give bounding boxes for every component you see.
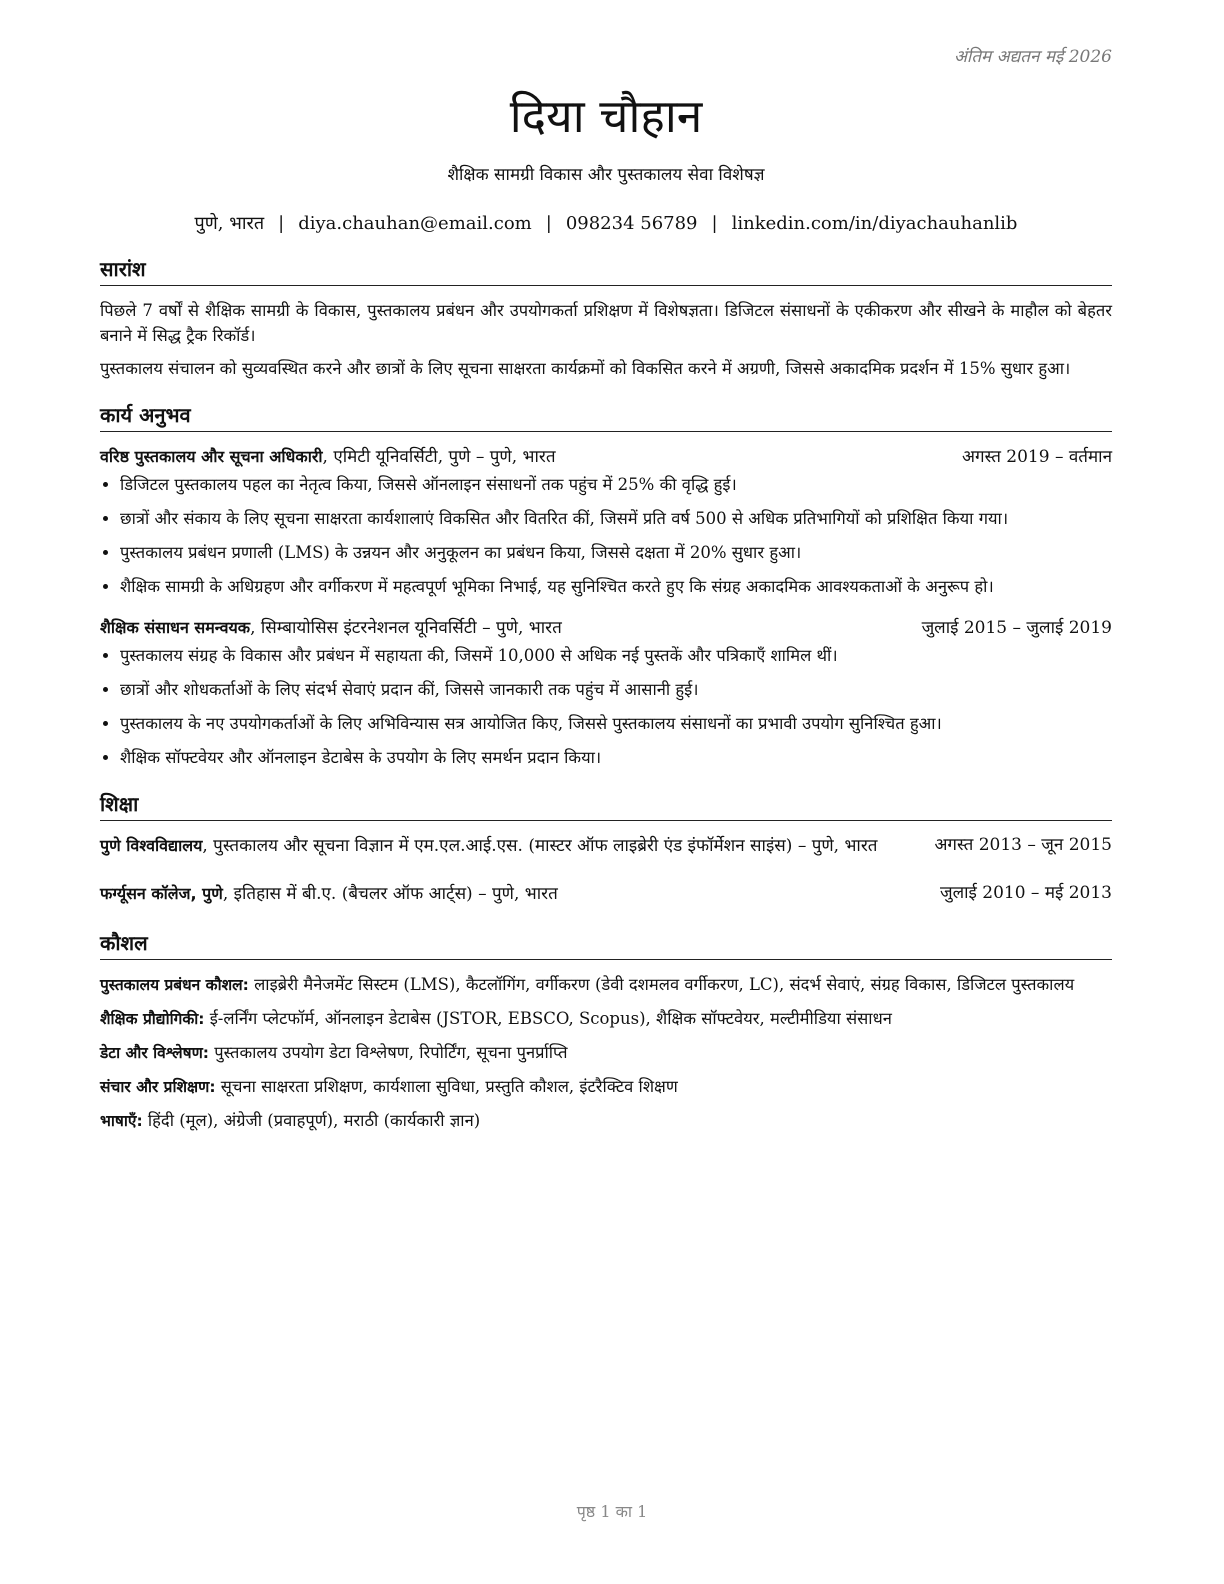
- job-bullet: • शैक्षिक सामग्री के अधिग्रहण और वर्गीकरण में महत्वपूर्ण भूमिका निभाई, यह सुनिश्चित करते हुए कि संग्रह अकादमिक आवश्यकताओं के अनुरूप हो।: [120, 574, 1112, 599]
- last-updated: अंतिम अद्यतन मई 2026: [953, 47, 1112, 67]
- skills-section: [100, 929, 1112, 1134]
- job-header: [100, 615, 1112, 641]
- skill-value: लाइब्रेरी मैनेजमेंट सिस्टम (LMS), कैटलॉगिंग, वर्गीकरण (डेवी दशमलव वर्गीकरण, LC), संदर्भ सेवाएं, संग्रह विकास, डिजिटल पुस्तकालय: [248, 975, 1075, 994]
- job-entry: [100, 444, 1112, 599]
- job-bullet: • पुस्तकालय के नए उपयोगकर्ताओं के लिए अभिविन्यास सत्र आयोजित किए, जिससे पुस्तकालय संसाधनों का प्रभावी उपयोग सुनिश्चित हुआ।: [120, 711, 1112, 736]
- skill-value: ई-लर्निंग प्लेटफॉर्म, ऑनलाइन डेटाबेस (JSTOR, EBSCO, Scopus), शैक्षिक सॉफ्टवेयर, मल्टीमीडिया संसाधन: [204, 1009, 892, 1028]
- section-title: शिक्षा: [100, 790, 1112, 821]
- job-dates: अगस्त 2019 – वर्तमान: [962, 447, 1112, 467]
- education-degree: , इतिहास में बी.ए. (बैचलर ऑफ आर्ट्स) – पुणे, भारत: [222, 884, 558, 904]
- contact-linkedin[interactable]: linkedin.com/in/diyachauhanlib: [731, 213, 1018, 234]
- job-header: [100, 444, 1112, 470]
- job-role: वरिष्ठ पुस्तकालय और सूचना अधिकारी: [100, 447, 323, 466]
- job-bullets: [100, 643, 1112, 770]
- summary-paragraph: पुस्तकालय संचालन को सुव्यवस्थित करने और छात्रों के लिए सूचना साक्षरता कार्यक्रमों को विकसित करने में अग्रणी, जिससे अकादमिक प्रदर्शन में 15% सुधार हुआ।: [100, 359, 1071, 378]
- skill-value: पुस्तकालय उपयोग डेटा विश्लेषण, रिपोर्टिंग, सूचना पुनर्प्राप्ति: [209, 1043, 568, 1062]
- skill-label: भाषाएँ:: [100, 1112, 143, 1130]
- contact-separator: |: [278, 213, 285, 234]
- education-detail: [100, 833, 877, 859]
- section-title: कार्य अनुभव: [100, 401, 1112, 432]
- job-title-line: [100, 615, 562, 641]
- candidate-name: दिया चौहान: [509, 89, 703, 143]
- skill-label: संचार और प्रशिक्षण:: [100, 1078, 216, 1096]
- contact-phone: 098234 56789: [565, 213, 698, 234]
- education-detail: [100, 881, 558, 907]
- job-bullet: • डिजिटल पुस्तकालय पहल का नेतृत्व किया, जिससे ऑनलाइन संसाधनों तक पहुंच में 25% की वृद्धि हुई।: [120, 472, 1112, 497]
- experience-section: [100, 401, 1112, 770]
- tagline: शैक्षिक सामग्री विकास और पुस्तकालय सेवा विशेषज्ञ: [447, 165, 765, 185]
- education-school: फर्ग्यूसन कॉलेज, पुणे: [100, 884, 223, 903]
- contact-line: [100, 211, 1112, 235]
- contact-email[interactable]: diya.chauhan@email.com: [298, 213, 532, 234]
- summary-section: [100, 255, 1112, 381]
- skill-label: शैक्षिक प्रौद्योगिकी:: [100, 1010, 205, 1028]
- job-bullet: • छात्रों और संकाय के लिए सूचना साक्षरता कार्यशालाएं विकसित और वितरित कीं, जिसमें प्रति वर्ष 500 से अधिक प्रतिभागियों को प्रशिक्षित किया गया।: [120, 506, 1112, 531]
- skill-label: डेटा और विश्लेषण:: [100, 1044, 209, 1062]
- job-org: , सिम्बायोसिस इंटरनेशनल यूनिवर्सिटी – पुणे, भारत: [250, 618, 562, 638]
- skill-value: हिंदी (मूल), अंग्रेजी (प्रवाहपूर्ण), मराठी (कार्यकारी ज्ञान): [142, 1111, 481, 1130]
- job-bullet: • पुस्तकालय संग्रह के विकास और प्रबंधन में सहायता की, जिसमें 10,000 से अधिक नई पुस्तकें और पत्रिकाएँ शामिल थीं।: [120, 643, 1112, 668]
- job-org: , एमिटी यूनिवर्सिटी, पुणे – पुणे, भारत: [322, 447, 556, 467]
- skill-value: सूचना साक्षरता प्रशिक्षण, कार्यशाला सुविधा, प्रस्तुति कौशल, इंटरैक्टिव शिक्षण: [215, 1077, 678, 1096]
- job-bullet: • पुस्तकालय प्रबंधन प्रणाली (LMS) के उन्नयन और अनुकूलन का प्रबंधन किया, जिससे दक्षता में 20% सुधार हुआ।: [120, 540, 1112, 565]
- skill-row: [100, 972, 1112, 998]
- job-role: शैक्षिक संसाधन समन्वयक: [100, 618, 251, 637]
- education-dates: अगस्त 2013 – जून 2015: [934, 835, 1112, 855]
- skill-label: पुस्तकालय प्रबंधन कौशल:: [100, 976, 249, 994]
- job-dates: जुलाई 2015 – जुलाई 2019: [921, 618, 1112, 638]
- contact-location: पुणे, भारत: [194, 213, 265, 234]
- education-entry: [100, 881, 1112, 907]
- skill-row: [100, 1040, 1112, 1066]
- summary-paragraph: पिछले 7 वर्षों से शैक्षिक सामग्री के विकास, पुस्तकालय प्रबंधन और उपयोगकर्ता प्रशिक्षण में विशेषज्ञता। डिजिटल संसाधनों के एकीकरण और सीखने के माहौल को बेहतर बनाने में सिद्ध ट्रैक रिकॉर्ड।: [100, 301, 1112, 345]
- education-school: पुणे विश्वविद्यालय: [100, 836, 203, 855]
- skill-row: [100, 1006, 1112, 1032]
- education-entry: [100, 833, 1112, 859]
- section-title: सारांश: [100, 255, 1112, 286]
- contact-separator: |: [711, 213, 718, 234]
- education-dates: जुलाई 2010 – मई 2013: [939, 883, 1112, 903]
- education-section: [100, 790, 1112, 907]
- job-bullet: • छात्रों और शोधकर्ताओं के लिए संदर्भ सेवाएं प्रदान कीं, जिससे जानकारी तक पहुंच में आसानी हुई।: [120, 677, 1112, 702]
- page-number: पृष्ठ 1 का 1: [576, 1502, 648, 1521]
- job-bullets: [100, 472, 1112, 599]
- skill-row: [100, 1108, 1112, 1134]
- job-entry: [100, 615, 1112, 770]
- skill-row: [100, 1074, 1112, 1100]
- job-bullet: • शैक्षिक सॉफ्टवेयर और ऑनलाइन डेटाबेस के उपयोग के लिए समर्थन प्रदान किया।: [120, 745, 1112, 770]
- education-degree: , पुस्तकालय और सूचना विज्ञान में एम.एल.आई.एस. (मास्टर ऑफ लाइब्रेरी एंड इंफॉर्मेशन साइंस) – पुणे, भारत: [202, 836, 878, 856]
- contact-separator: |: [545, 213, 552, 234]
- section-title: कौशल: [100, 929, 1112, 960]
- job-title-line: [100, 444, 556, 470]
